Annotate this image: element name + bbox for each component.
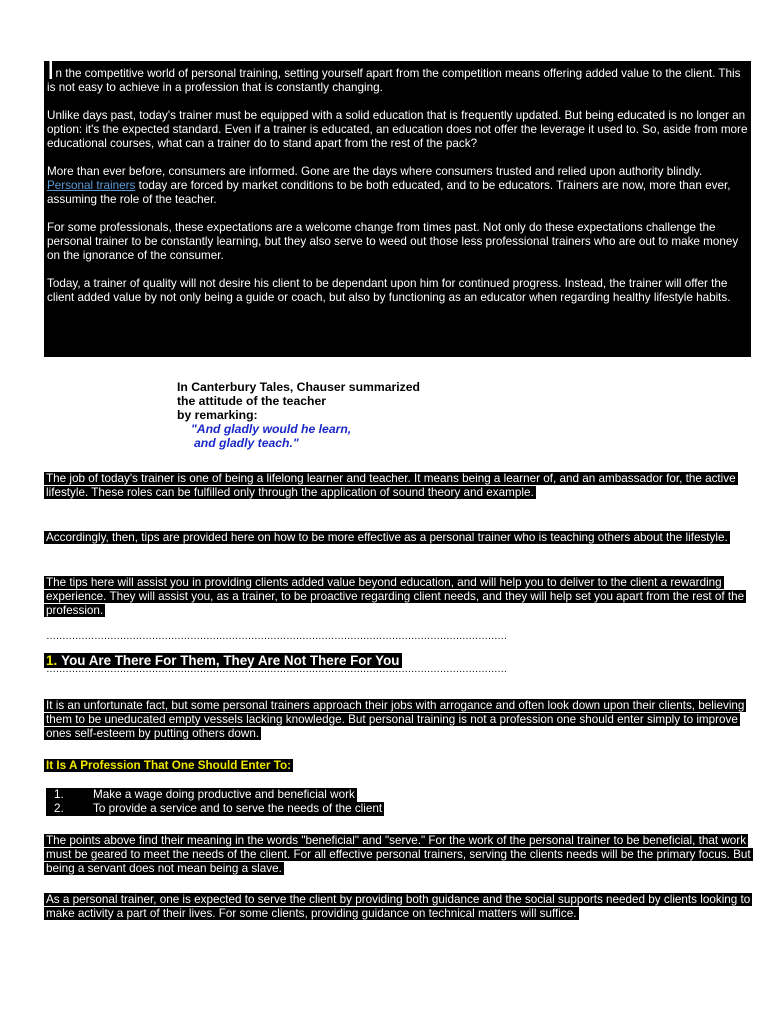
quote-line-2: the attitude of the teacher xyxy=(177,394,326,408)
quote-line-4: "And gladly would he learn, xyxy=(191,422,352,436)
intro-paragraph-3-before: More than ever before, consumers are informed. Gone are the days where consumers trusted and relied upon authority blindly. xyxy=(47,165,703,178)
body-paragraph-3-text: The tips here will assist you in providing clients added value beyond education, and will help you to deliver to the client a rewarding experience. They will assist you, as a trainer, to be proactive regarding client needs, and they will help set you apart from the rest of the profession. xyxy=(46,576,745,617)
section-1-paragraph-2-text: The points above find their meaning in the words "beneficial" and "serve." For the work of the personal trainer to be beneficial, that work must be geared to meet the needs of the client. For all effective personal trainers, serving the clients needs will be the primary focus. But being a servant does not mean being a slave. xyxy=(46,834,751,875)
intro-paragraph-2: Unlike days past, today's trainer must be equipped with a solid education that is frequently updated. But being educated is no longer an option: it's the expected standard. Even if a trainer is educated, an education does not offer the leverage it used to. So, aside from more educational courses, what can a trainer do to stand apart from the rest of the pack? xyxy=(47,109,748,150)
list-item xyxy=(46,788,384,802)
list-item-number: 1. xyxy=(54,788,64,801)
intro-paragraph-1-text: n the competitive world of personal training, setting yourself apart from the competition means offering added value to the client. This is not easy to achieve in a profession that is constantly changing. xyxy=(47,67,741,94)
section-1-paragraph-3-text: As a personal trainer, one is expected to serve the client by providing both guidance and the social supports needed by clients looking to make activity a part of their lives. For some clients, providing guidance on technical matters will suffice. xyxy=(46,893,751,920)
personal-trainers-link[interactable]: Personal trainers xyxy=(47,179,136,192)
list-item-text: To provide a service and to serve the needs of the client xyxy=(93,802,383,815)
profession-subheading-text: It Is A Profession That One Should Enter To: xyxy=(46,759,292,772)
body-paragraph-1 xyxy=(44,472,752,500)
drop-cap: I xyxy=(47,55,55,85)
intro-paragraph-4: For some professionals, these expectations are a welcome change from times past. Not only do these expectations challenge the personal trainer to be constantly learning, but they also serve to weed out those less professional trainers who are out to make money on the ignorance of the consumer. xyxy=(47,221,739,262)
section-1-paragraph-1-text: It is an unfortunate fact, but some personal trainers approach their jobs with arrogance and often look down upon their clients, believing them to be uneducated empty vessels lacking knowledge. But personal training is not a profession one should enter simply to improve ones self-esteem by putting others down. xyxy=(46,699,745,740)
intro-paragraph-3 xyxy=(47,165,748,207)
profession-reasons-list xyxy=(46,788,384,816)
intro-paragraph-1 xyxy=(47,55,748,95)
list-item xyxy=(46,802,384,816)
list-item-row xyxy=(46,788,357,802)
canterbury-quote xyxy=(177,380,507,450)
quote-line-3: by remarking: xyxy=(177,408,258,422)
intro-block xyxy=(44,55,751,357)
list-item-number: 2. xyxy=(54,802,64,815)
profession-subheading xyxy=(44,758,293,773)
quote-line-5: and gladly teach." xyxy=(194,436,299,450)
section-1-paragraph-2 xyxy=(44,834,752,876)
body-paragraph-2-text: Accordingly, then, tips are provided here on how to be more effective as a personal trainer who is teaching others about the lifestyle. xyxy=(46,531,728,544)
dotted-divider-bottom: ……………………………………………………………………………………………………………………………… xyxy=(46,665,507,675)
list-item-row xyxy=(46,802,384,816)
quote-line-1: In Canterbury Tales, Chauser summarized xyxy=(177,380,420,394)
section-1-paragraph-3 xyxy=(44,893,752,921)
section-1-paragraph-1 xyxy=(44,699,752,741)
section-1-title: You Are There For Them, They Are Not There For You xyxy=(59,653,402,668)
list-item-text: Make a wage doing productive and beneficial work xyxy=(93,788,355,801)
section-1-number: 1. xyxy=(46,653,58,668)
body-paragraph-3 xyxy=(44,576,752,618)
dotted-divider-top: ……………………………………………………………………………………………………………………………… xyxy=(46,632,507,642)
body-paragraph-2 xyxy=(44,531,752,545)
body-paragraph-1-text: The job of today's trainer is one of being a lifelong learner and teacher. It means being a learner of, and an ambassador for, the active lifestyle. These roles can be fulfilled only through the application of sound theory and example. xyxy=(46,472,736,499)
intro-paragraph-5: Today, a trainer of quality will not desire his client to be dependant upon him for continued progress. Instead, the trainer will offer the client added value by not only being a guide or coach, but also by functioning as an educator when regarding healthy lifestyle habits. xyxy=(47,277,731,304)
intro-paragraph-3-after: today are forced by market conditions to be both educated, and to be educators. Trainers are now, more than ever, assuming the role of the teacher. xyxy=(47,179,731,206)
